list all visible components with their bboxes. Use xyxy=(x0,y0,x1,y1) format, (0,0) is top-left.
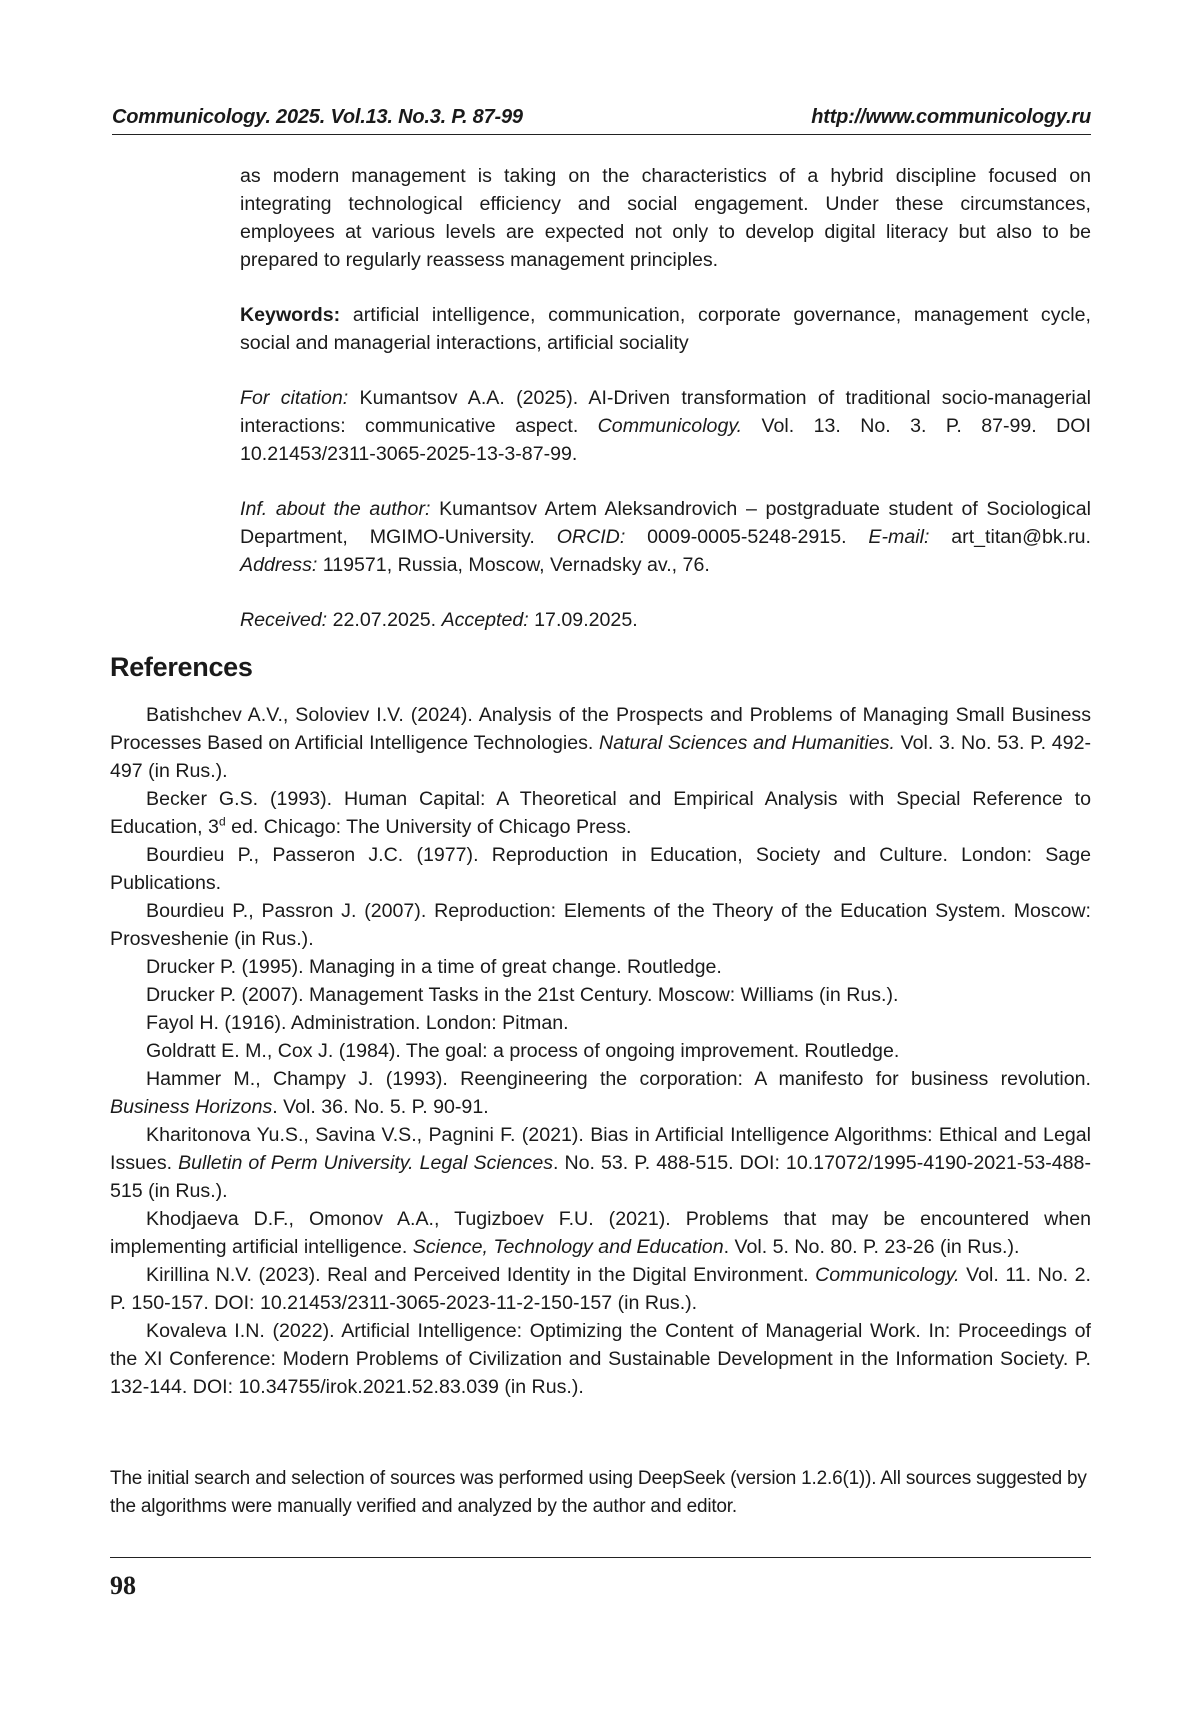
citation-tail: Vol. 13. No. 3. P. 87-99. DOI 10.21453/2311-3065-2025-13-3-87-99. xyxy=(240,415,1091,465)
journal-citation: Communicology. 2025. Vol.13. No.3. P. 87-99 xyxy=(112,106,523,128)
reference-text: Drucker P. (1995). Managing in a time of great change. Routledge. xyxy=(146,956,722,978)
references-list xyxy=(110,701,1091,1401)
abstract-continuation: as modern management is taking on the characteristics of a hybrid discipline focused on integrating technological efficiency and social engagement. Under these circumstances, employees at various levels are expected not only to develop digital literacy but also to be prepared to regularly reassess management principles. xyxy=(240,165,1091,271)
reference-details: Vol. 3. No. 53. P. 492-497 (in Rus.). xyxy=(110,732,1091,782)
reference-text: Kharitonova Yu.S., Savina V.S., Pagnini F. (2021). Bias in Artificial Intelligence Algorithms: Ethical and Legal Issues. xyxy=(110,1124,1091,1174)
reference-item xyxy=(110,785,1091,841)
address-value: 119571, Russia, Moscow, Vernadsky av., 76. xyxy=(322,554,710,576)
keywords-text: artificial intelligence, communication, corporate governance, management cycle, social and managerial interactions, artificial sociality xyxy=(240,304,1091,354)
address-label: Address: xyxy=(240,554,318,576)
reference-details: Vol. 11. No. 2. P. 150-157. DOI: 10.21453/2311-3065-2023-11-2-150-157 (in Rus.). xyxy=(110,1264,1091,1314)
citation-label: For citation: xyxy=(240,387,349,409)
keywords-label: Keywords: xyxy=(240,304,341,326)
reference-details: . No. 53. P. 488-515. DOI: 10.17072/1995-4190-2021-53-488-515 (in Rus.). xyxy=(110,1152,1091,1202)
reference-item xyxy=(110,1037,1091,1065)
sources-note-text: The initial search and selection of sources was performed using DeepSeek (version 1.2.6(1)). All sources suggested by the algorithms were manually verified and analyzed by the author and editor. xyxy=(110,1468,1087,1517)
reference-source: Natural Sciences and Humanities. xyxy=(599,732,895,754)
reference-details: ed. Chicago: The University of Chicago Press. xyxy=(225,816,632,838)
citation-paragraph xyxy=(240,384,1091,468)
received-label: Received: xyxy=(240,609,328,631)
accepted-date: 17.09.2025. xyxy=(534,609,638,631)
reference-text: Fayol H. (1916). Administration. London: Pitman. xyxy=(146,1012,569,1034)
reference-superscript: d xyxy=(218,814,226,829)
reference-item xyxy=(110,701,1091,785)
reference-source: Communicology. xyxy=(815,1264,960,1286)
citation-text: Kumantsov A.A. (2025). AI-Driven transformation of traditional socio-managerial interactions: communicative aspect. xyxy=(240,387,1091,437)
reference-item xyxy=(110,1009,1091,1037)
reference-text: Kirillina N.V. (2023). Real and Perceived Identity in the Digital Environment. xyxy=(146,1264,816,1286)
reference-item xyxy=(110,1065,1091,1121)
references-heading: References xyxy=(110,652,253,682)
reference-source: Science, Technology and Education xyxy=(412,1236,724,1258)
author-label: Inf. about the author: xyxy=(240,498,431,520)
reference-text: Kovaleva I.N. (2022). Artificial Intelligence: Optimizing the Content of Managerial Work. In: Proceedings of the XI Conference: Modern Problems of Civilization and Sustainable Development in the Information Society. P. 132-144. DOI: 10.34755/irok.2021.52.83.039 (in Rus.). xyxy=(110,1320,1091,1398)
reference-text: Drucker P. (2007). Management Tasks in the 21st Century. Moscow: Williams (in Rus.). xyxy=(146,984,899,1006)
dates-paragraph xyxy=(240,606,1091,634)
reference-item xyxy=(110,1261,1091,1317)
citation-journal: Communicology. xyxy=(597,415,743,437)
author-paragraph xyxy=(240,495,1091,579)
reference-text: Hammer M., Champy J. (1993). Reengineering the corporation: A manifesto for business revolution. xyxy=(146,1068,1091,1090)
reference-item xyxy=(110,841,1091,897)
footer-divider xyxy=(110,1557,1091,1558)
journal-url: http://www.communicology.ru xyxy=(811,106,1091,128)
reference-details: . Vol. 36. No. 5. P. 90-91. xyxy=(272,1096,489,1118)
reference-text: Khodjaeva D.F., Omonov A.A., Tugizboev F.U. (2021). Problems that may be encountered when implementing artificial intelligence. xyxy=(110,1208,1091,1258)
reference-text: Becker G.S. (1993). Human Capital: A Theoretical and Empirical Analysis with Special Reference to Education, 3 xyxy=(110,788,1091,838)
accepted-label: Accepted: xyxy=(441,609,529,631)
reference-details: . Vol. 5. No. 80. P. 23-26 (in Rus.). xyxy=(723,1236,1020,1258)
reference-text: Bourdieu P., Passron J. (2007). Reproduction: Elements of the Theory of the Education System. Moscow: Prosveshenie (in Rus.). xyxy=(110,900,1091,950)
orcid-value: 0009-0005-5248-2915. xyxy=(647,526,847,548)
reference-text: Goldratt E. M., Cox J. (1984). The goal: a process of ongoing improvement. Routledge. xyxy=(146,1040,900,1062)
reference-text: Bourdieu P., Passeron J.C. (1977). Reproduction in Education, Society and Culture. London: Sage Publications. xyxy=(110,844,1091,894)
abstract-block xyxy=(240,162,1091,661)
page-number: 98 xyxy=(110,1571,136,1600)
author-text: Kumantsov Artem Aleksandrovich – postgraduate student of Sociological Department, MGIMO-University. xyxy=(240,498,1091,548)
reference-item xyxy=(110,953,1091,981)
reference-item xyxy=(110,981,1091,1009)
reference-item xyxy=(110,1317,1091,1401)
reference-item xyxy=(110,897,1091,953)
running-header xyxy=(112,104,1091,135)
received-date: 22.07.2025. xyxy=(332,609,437,631)
keywords-paragraph xyxy=(240,301,1091,357)
reference-item xyxy=(110,1121,1091,1205)
email-label: E-mail: xyxy=(868,526,930,548)
reference-source: Bulletin of Perm University. Legal Sciences xyxy=(178,1152,554,1174)
email-value: art_titan@bk.ru. xyxy=(951,526,1091,548)
reference-item xyxy=(110,1205,1091,1261)
reference-text: Batishchev A.V., Soloviev I.V. (2024). Analysis of the Prospects and Problems of Managing Small Business Processes Based on Artificial Intelligence Technologies. xyxy=(110,704,1091,754)
orcid-label: ORCID: xyxy=(556,526,626,548)
sources-note xyxy=(110,1465,1091,1521)
reference-source: Business Horizons xyxy=(110,1096,273,1118)
